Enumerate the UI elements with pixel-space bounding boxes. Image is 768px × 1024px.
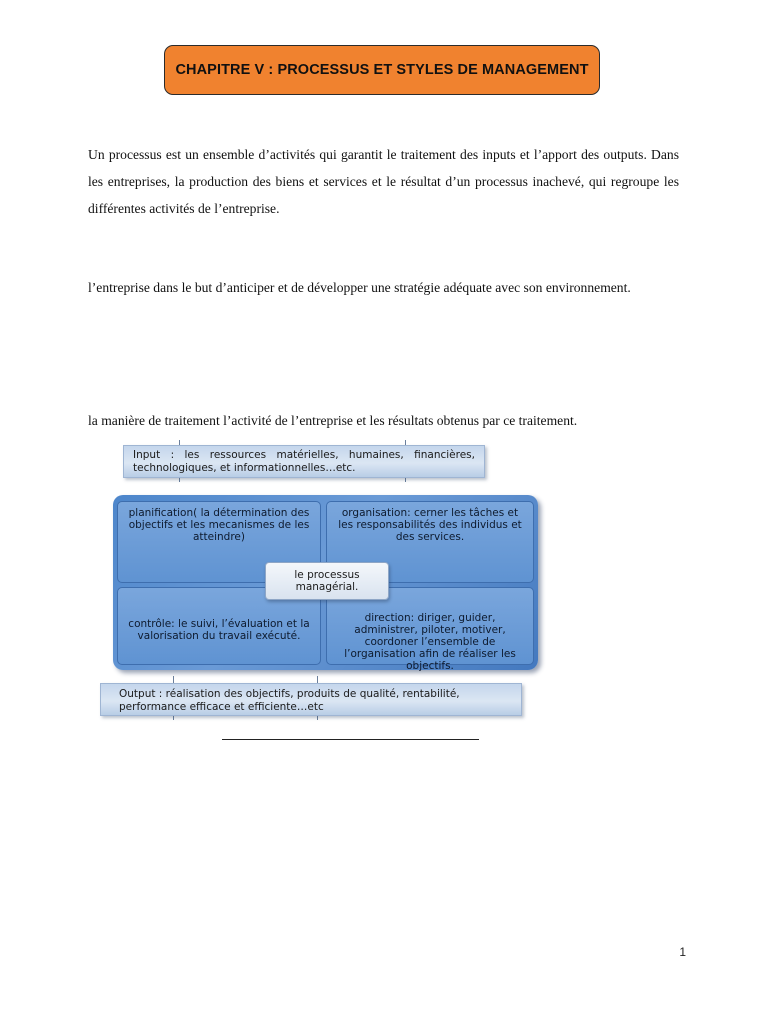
page-number: 1 bbox=[679, 945, 686, 959]
chapter-title: CHAPITRE V : PROCESSUS ET STYLES DE MANAGEMENT bbox=[164, 45, 600, 95]
paragraph-process-definition: Un processus est un ensemble d’activités qui garantit le traitement des inputs et l’apport des outputs. Dans les entreprises, la production des biens et services et le résultat d’un processus inachevé, qui regroupe les différentes activités de l’entreprise. bbox=[88, 147, 679, 216]
output-band: Output : réalisation des objectifs, produits de qualité, rentabilité, performance efficace et efficiente…etc bbox=[100, 683, 522, 716]
paragraph-treatment: la manière de traitement l’activité de l’entreprise et les résultats obtenus par ce traitement. bbox=[88, 413, 578, 428]
paragraph-strategy: l’entreprise dans le but d’anticiper et de développer une stratégie adéquate avec son environnement. bbox=[88, 280, 631, 295]
controle-cell: contrôle: le suivi, l’évaluation et la valorisation du travail exécuté. bbox=[117, 587, 321, 665]
planification-cell: planification( la détermination des objectifs et les mecanismes de les atteindre) bbox=[117, 501, 321, 583]
input-band: Input : les ressources matérielles, humaines, financières, technologiques, et informationnelles…etc. bbox=[123, 445, 485, 478]
process-panel bbox=[113, 495, 538, 670]
organisation-cell: organisation: cerner les tâches et les responsabilités des individus et des services. bbox=[326, 501, 534, 583]
management-process-diagram bbox=[95, 440, 545, 722]
direction-cell: direction: diriger, guider, administrer, piloter, motiver, coordoner l’ensemble de l’organisation afin de réaliser les objectifs. bbox=[326, 587, 534, 665]
footnote-rule bbox=[222, 739, 479, 740]
process-center-label: le processus managérial. bbox=[265, 562, 389, 600]
